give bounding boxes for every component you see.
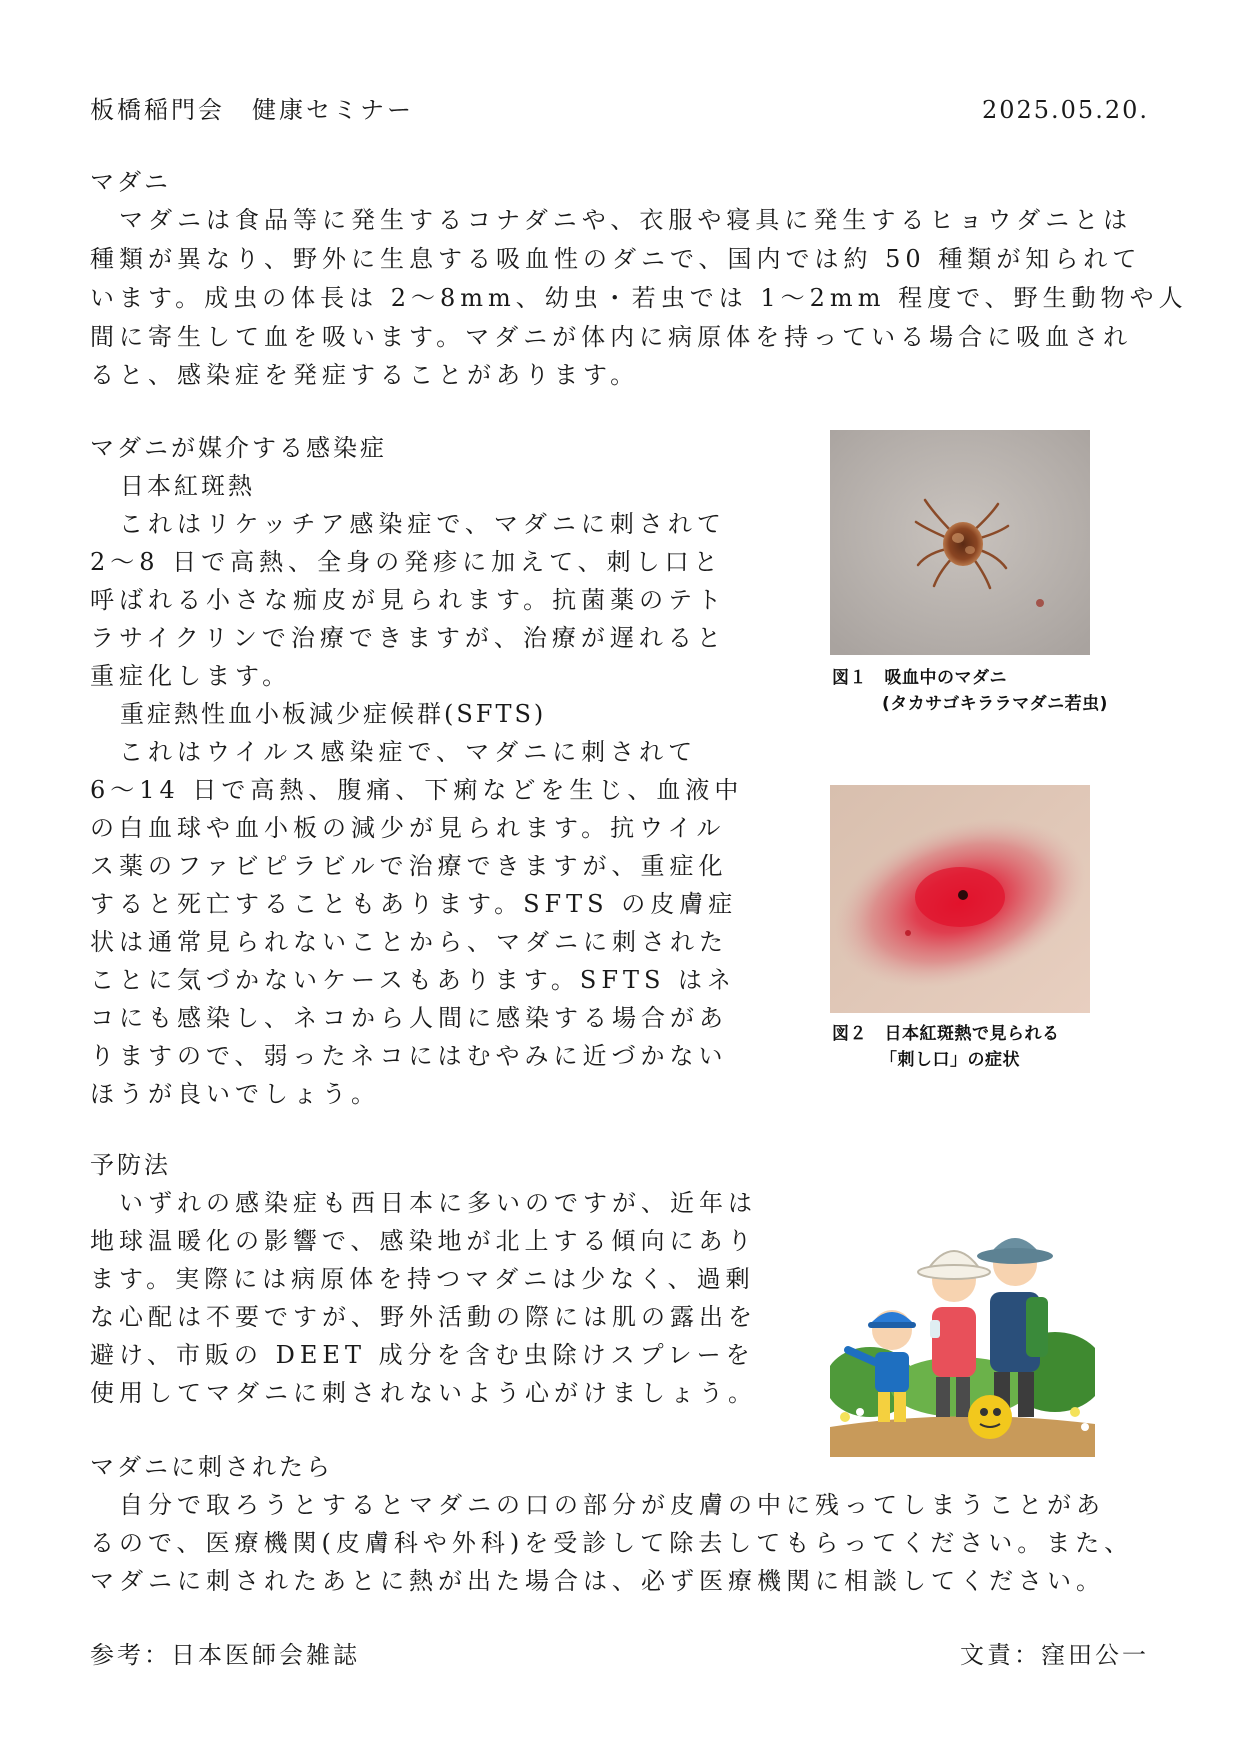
disease2-title: 重症熱性血小板減少症候群(SFTS) [120, 700, 547, 728]
disease1-line: 呼ばれる小さな痂皮が見られます。抗菌薬のテト [90, 586, 727, 614]
intro-line: ると、感染症を発症することがあります。 [90, 361, 640, 389]
prevention-line: な心配は不要ですが、野外活動の際には肌の露出を [90, 1303, 757, 1331]
header-org: 板橋稲門会 健康セミナー [90, 96, 414, 124]
fig2-caption-line2: 「刺し口」の症状 [880, 1050, 1020, 1070]
disease2-line: ス薬のファビピラビルで治療できますが、重症化 [90, 852, 728, 880]
footer-author: 文責：窪田公一 [960, 1641, 1149, 1669]
tick-photo [830, 430, 1090, 655]
fig1-caption-line2: (タカサゴキララマダニ若虫) [882, 694, 1108, 714]
disease2-line: コにも感染し、ネコから人間に感染する場合があ [90, 1004, 728, 1032]
section-title-tick: マダニ [90, 168, 171, 196]
intro-line: います。成虫の体長は 2～8mm、幼虫・若虫では 1～2mm 程度で、野生動物や人 [90, 284, 1188, 312]
prevention-line: 使用してマダニに刺されないよう心がけましょう。 [90, 1379, 757, 1407]
prevention-line: いずれの感染症も西日本に多いのですが、近年は [90, 1189, 757, 1217]
prevention-line: ます。実際には病原体を持つマダニは少なく、過剰 [90, 1265, 755, 1293]
disease1-title: 日本紅斑熱 [120, 472, 255, 500]
hiking-family-illustration [830, 1212, 1095, 1457]
bitten-line: 自分で取ろうとするとマダニの口の部分が皮膚の中に残ってしまうことがあ [90, 1491, 1105, 1519]
fig2-caption-line1: 図２ 日本紅斑熱で見られる [832, 1024, 1060, 1044]
intro-line: 間に寄生して血を吸います。マダニが体内に病原体を持っている場合に吸血され [90, 323, 1133, 351]
section-title-prevention: 予防法 [90, 1151, 171, 1179]
prevention-line: 地球温暖化の影響で、感染地が北上する傾向にあり [90, 1227, 757, 1255]
disease2-line: ことに気づかないケースもあります。SFTS はネ [90, 966, 737, 994]
intro-line: マダニは食品等に発生するコナダニや、衣服や寝具に発生するヒョウダニとは [90, 206, 1133, 234]
section-title-bitten: マダニに刺されたら [90, 1453, 333, 1481]
disease2-line: ほうが良いでしょう。 [90, 1080, 380, 1108]
prevention-line: 避け、市販の DEET 成分を含む虫除けスプレーを [90, 1341, 755, 1369]
disease2-line: これはウイルス感染症で、マダニに刺されて [90, 738, 698, 766]
disease1-line: 重症化します。 [90, 662, 292, 690]
disease1-line: 2～8 日で高熱、全身の発疹に加えて、刺し口と [90, 548, 723, 576]
disease1-line: これはリケッチア感染症で、マダニに刺されて [90, 510, 726, 538]
disease2-line: りますので、弱ったネコにはむやみに近づかない [90, 1042, 728, 1070]
footer-reference: 参考：日本医師会雑誌 [90, 1641, 360, 1669]
bitten-line: るので、医療機関(皮膚科や外科)を受診して除去してもらってください。また、 [90, 1529, 1134, 1557]
intro-line: 種類が異なり、野外に生息する吸血性のダニで、国内では約 50 種類が知られて [90, 245, 1142, 273]
disease2-line: 6～14 日で高熱、腹痛、下痢などを生じ、血液中 [90, 776, 744, 804]
header-date: 2025.05.20. [981, 96, 1149, 124]
disease2-line: すると死亡することもあります。SFTS の皮膚症 [90, 890, 738, 918]
disease1-line: ラサイクリンで治療できますが、治療が遅れると [90, 624, 726, 652]
bite-mark-photo [830, 785, 1090, 1013]
bitten-line: マダニに刺されたあとに熱が出た場合は、必ず医療機関に相談してください。 [90, 1567, 1105, 1595]
section-title-diseases: マダニが媒介する感染症 [90, 434, 387, 462]
fig1-caption-line1: 図１ 吸血中のマダニ [832, 668, 1007, 688]
disease2-line: の白血球や血小板の減少が見られます。抗ウイル [90, 814, 726, 842]
disease2-line: 状は通常見られないことから、マダニに刺された [90, 928, 728, 956]
